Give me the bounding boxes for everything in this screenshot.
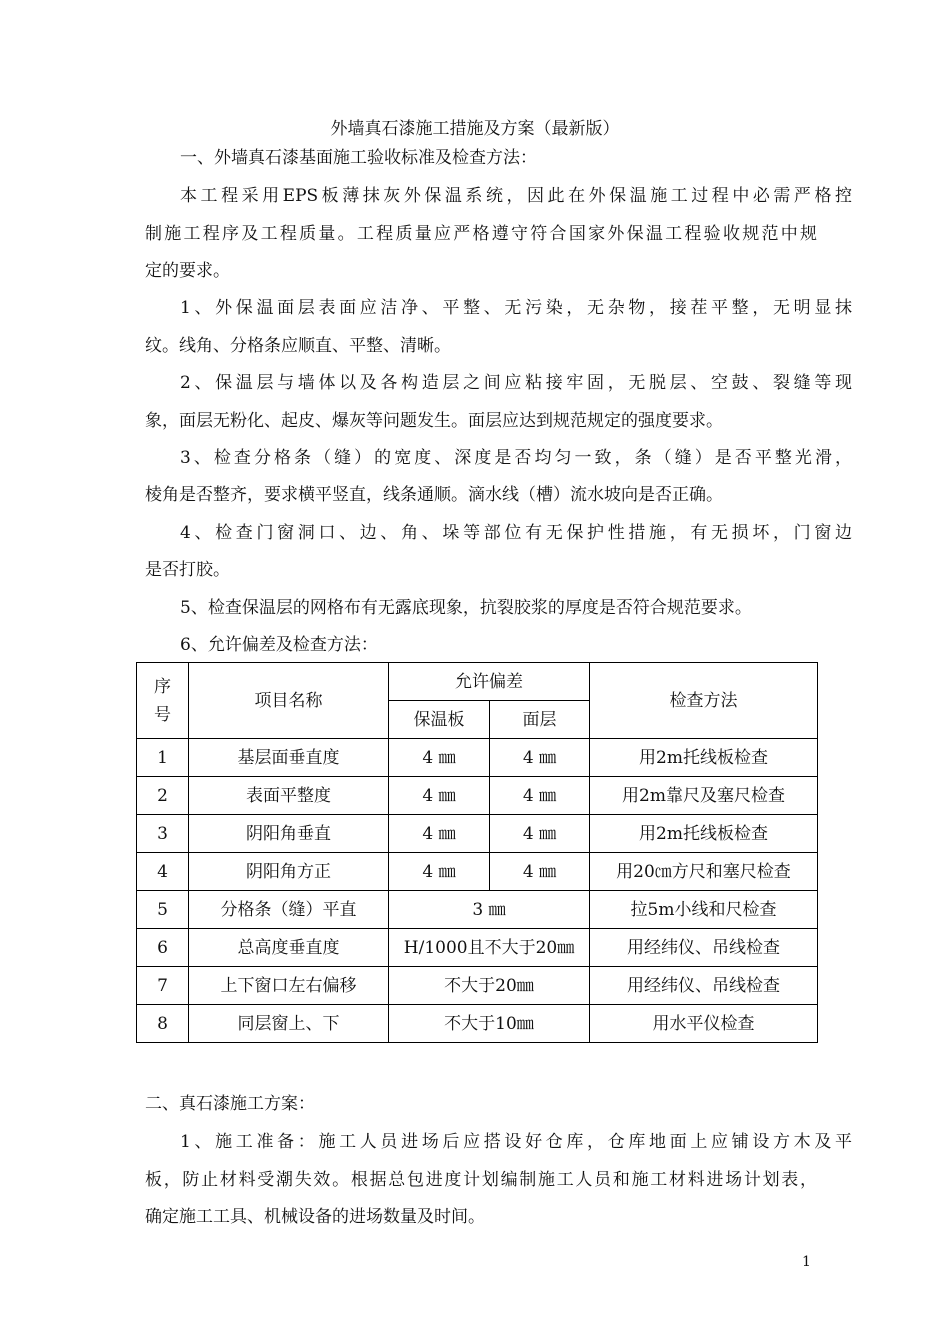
cell-seq: 8 [137,1005,189,1043]
cell-deviation-merged: 不大于20㎜ [389,967,590,1005]
cell-seq: 2 [137,777,189,815]
cell-deviation-merged: 3 ㎜ [389,891,590,929]
item-4-line-2: 是否打胶。 [145,560,230,580]
cell-method: 用2m靠尺及塞尺检查 [590,777,818,815]
cell-seq: 4 [137,853,189,891]
cell-method: 用2m托线板检查 [590,739,818,777]
item-6: 6、允许偏差及检查方法： [180,635,378,655]
cell-seq: 6 [137,929,189,967]
intro-line-1: 本工程采用EPS板薄抹灰外保温系统，因此在外保温施工过程中必需严格控 [180,186,852,206]
intro-line-2: 制施工程序及工程质量。工程质量应严格遵守符合国家外保温工程验收规范中规 [145,224,817,244]
cell-name: 同层窗上、下 [189,1005,389,1043]
intro-line-3: 定的要求。 [145,261,230,281]
cell-surface: 4 ㎜ [490,853,590,891]
item-2-line-1: 2、保温层与墙体以及各构造层之间应粘接牢固，无脱层、空鼓、裂缝等现 [180,373,852,393]
item-1-line-2: 纹。线角、分格条应顺直、平整、清晰。 [145,336,451,356]
cell-board: 4 ㎜ [389,815,490,853]
item-4-line-1: 4、检查门窗洞口、边、角、垛等部位有无保护性措施，有无损坏，门窗边 [180,523,852,543]
header-check-method: 检查方法 [590,663,818,739]
prep-line-3: 确定施工工具、机械设备的进场数量及时间。 [145,1207,485,1227]
document-title: 外墙真石漆施工措施及方案（最新版） [330,119,620,139]
cell-board: 4 ㎜ [389,777,490,815]
cell-surface: 4 ㎜ [490,739,590,777]
cell-name: 阴阳角方正 [189,853,389,891]
item-5: 5、检查保温层的网格布有无露底现象，抗裂胶浆的厚度是否符合规范要求。 [180,598,752,618]
header-item-name: 项目名称 [189,663,389,739]
cell-surface: 4 ㎜ [490,815,590,853]
cell-method: 用经纬仪、吊线检查 [590,967,818,1005]
cell-seq: 1 [137,739,189,777]
cell-surface: 4 ㎜ [490,777,590,815]
cell-name: 表面平整度 [189,777,389,815]
cell-name: 上下窗口左右偏移 [189,967,389,1005]
header-insulation-board: 保温板 [389,701,490,739]
header-seq-line-1: 序 [154,676,171,697]
table-row [137,929,818,967]
item-3-line-2: 棱角是否整齐，要求横平竖直，线条通顺。滴水线（槽）流水坡向是否正确。 [145,485,723,505]
cell-method: 用水平仪检查 [590,1005,818,1043]
section-1-heading: 一、外墙真石漆基面施工验收标准及检查方法： [180,148,537,168]
table-row [137,1005,818,1043]
cell-deviation-merged: 不大于10㎜ [389,1005,590,1043]
header-allowed-deviation: 允许偏差 [389,663,590,701]
item-2-line-2: 象，面层无粉化、起皮、爆灰等问题发生。面层应达到规范规定的强度要求。 [145,411,723,431]
cell-name: 分格条（缝）平直 [189,891,389,929]
cell-name: 总高度垂直度 [189,929,389,967]
table-header-row-1 [137,663,818,701]
item-3-line-1: 3、检查分格条（缝）的宽度、深度是否均匀一致，条（缝）是否平整光滑， [180,448,852,468]
table-row [137,815,818,853]
page-number: 1 [802,1254,811,1270]
section-2-heading: 二、真石漆施工方案： [145,1094,315,1114]
tolerance-table [136,662,818,1043]
cell-method: 用20㎝方尺和塞尺检查 [590,853,818,891]
cell-method: 拉5m小线和尺检查 [590,891,818,929]
cell-seq: 3 [137,815,189,853]
cell-name: 基层面垂直度 [189,739,389,777]
cell-name: 阴阳角垂直 [189,815,389,853]
cell-board: 4 ㎜ [389,739,490,777]
item-1-line-1: 1、外保温面层表面应洁净、平整、无污染，无杂物，接茬平整，无明显抹 [180,298,852,318]
cell-seq: 5 [137,891,189,929]
table-row [137,853,818,891]
header-surface-layer: 面层 [490,701,590,739]
header-seq-line-2: 号 [154,704,171,725]
cell-seq: 7 [137,967,189,1005]
cell-method: 用2m托线板检查 [590,815,818,853]
cell-board: 4 ㎜ [389,853,490,891]
cell-method: 用经纬仪、吊线检查 [590,929,818,967]
table-row [137,739,818,777]
header-seq [137,663,189,739]
prep-line-1: 1、施工准备：施工人员进场后应搭设好仓库，仓库地面上应铺设方木及平 [180,1132,852,1152]
table-row [137,777,818,815]
table-row [137,967,818,1005]
prep-line-2: 板，防止材料受潮失效。根据总包进度计划编制施工人员和施工材料进场计划表， [145,1170,817,1190]
table-row [137,891,818,929]
cell-deviation-merged: H/1000且不大于20㎜ [389,929,590,967]
